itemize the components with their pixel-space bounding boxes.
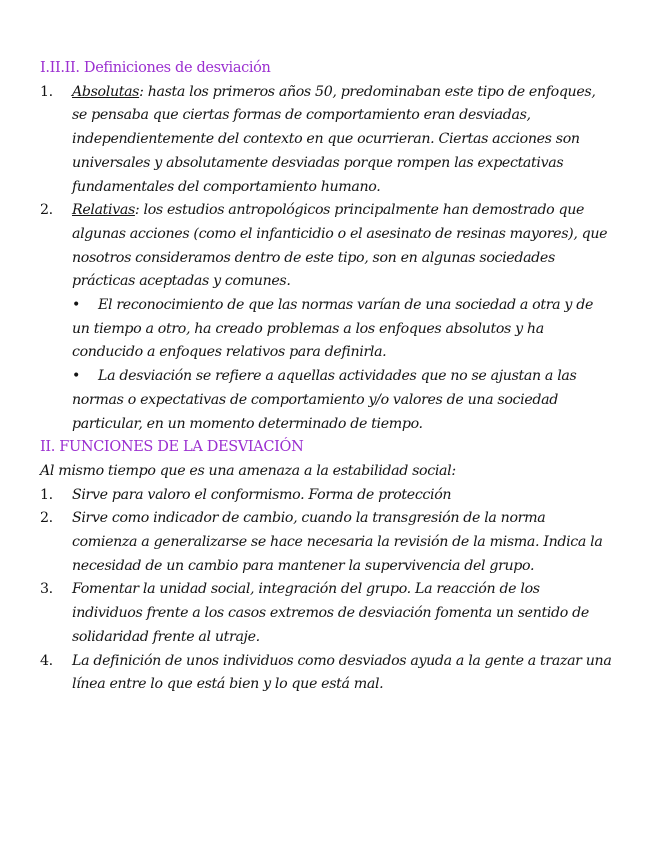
list-item-text: : hasta los primeros años 50, predominaban este tipo de enfoques, se pensaba que ciertas formas de comportamiento eran desviadas, independientemente del contexto en que ocurrieran. Ciertas acciones son universales y absolutamente desviadas porque rompen las expectativas fundamentales del comportamiento humano. [72, 83, 596, 195]
bullet-item [40, 365, 612, 436]
list-item [40, 199, 612, 294]
section-intro: Al mismo tiempo que es una amenaza a la estabilidad social: [40, 462, 456, 479]
list-item [40, 507, 612, 578]
bullet-icon: • [72, 368, 81, 385]
list-number: 2. [40, 510, 53, 527]
list-item-text: Sirve como indicador de cambio, cuando la transgresión de la norma comienza a generalizarse se hace necesaria la revisión de la misma. Indica la necesidad de un cambio para mantener la supervivencia del grupo. [72, 510, 603, 574]
list-number: 1. [40, 486, 53, 503]
document-page [40, 57, 612, 697]
bullet-icon: • [72, 297, 81, 314]
list-item [40, 484, 612, 508]
bullet-text: La desviación se refiere a aquellas actividades que no se ajustan a las normas o expectativas de comportamiento y/o valores de una sociedad particular, en un momento determinado de tiempo. [72, 368, 577, 432]
list-item-text: La definición de unos individuos como desviados ayuda a la gente a trazar una línea entre lo que está bien y lo que está mal. [72, 652, 612, 693]
list-item-text: Fomentar la unidad social, integración del grupo. La reacción de los individuos frente a los casos extremos de desviación fomenta un sentido de solidaridad frente al utraje. [72, 581, 589, 645]
section-heading-funciones: II. FUNCIONES DE LA DESVIACIÓN [40, 439, 304, 456]
list-number: 3. [40, 581, 53, 598]
term-relativas: Relativas [72, 202, 135, 219]
list-number: 2. [40, 202, 53, 219]
bullet-item [40, 294, 612, 365]
term-absolutas: Absolutas [72, 83, 140, 100]
list-number: 1. [40, 83, 53, 100]
list-item-text: Sirve para valoro el conformismo. Forma de protección [72, 486, 452, 503]
list-item [40, 650, 612, 697]
list-item-text: : los estudios antropológicos principalmente han demostrado que algunas acciones (como el infanticidio o el asesinato de resinas mayores), que nosotros consideramos dentro de este tipo, son en algunas sociedades prácticas aceptadas y comunes. [72, 202, 608, 290]
list-item [40, 81, 612, 200]
bullet-text: El reconocimiento de que las normas varían de una sociedad a otra y de un tiempo a otro, ha creado problemas a los enfoques absolutos y ha conducido a enfoques relativos para definirla. [72, 297, 594, 361]
section-heading-definiciones: I.II.II. Definiciones de desviación [40, 60, 271, 76]
list-item [40, 578, 612, 649]
list-number: 4. [40, 652, 53, 669]
